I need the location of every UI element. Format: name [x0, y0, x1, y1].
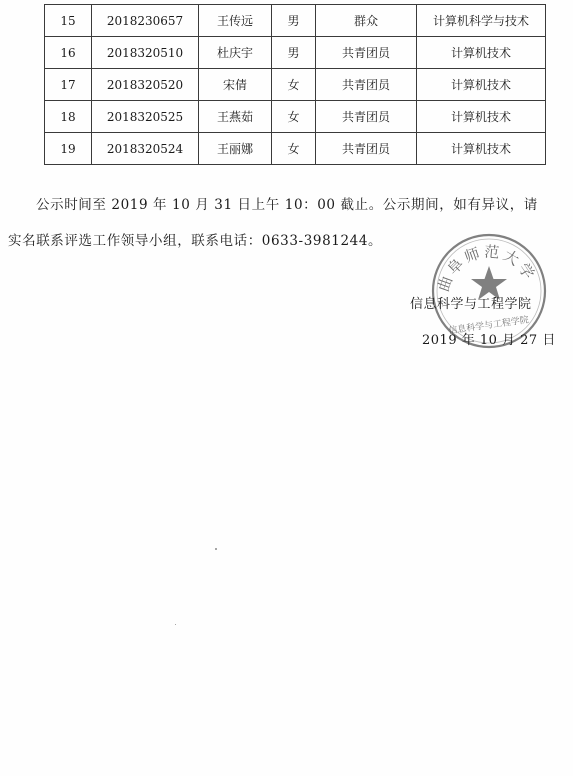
scan-speck: [215, 548, 217, 550]
table-row: [45, 69, 546, 101]
student-id-cell: 2018230657: [92, 5, 199, 37]
student-name-cell: 王燕茹: [199, 101, 272, 133]
student-id-cell: 2018320524: [92, 133, 199, 165]
table-row: [45, 101, 546, 133]
signature-date: 2019 年 10 月 27 日: [422, 333, 556, 348]
student-id-cell: 2018320525: [92, 101, 199, 133]
seal-arc-text: 曲阜师范大学: [435, 243, 539, 294]
student-name-cell: 宋倩: [199, 69, 272, 101]
political-status-cell: 共青团员: [316, 37, 417, 69]
notice-line-1: 公示时间至 2019 年 10 月 31 日上午 10：00 截止。公示期间，如有异议，请: [36, 197, 538, 213]
political-status-cell: 共青团员: [316, 133, 417, 165]
row-number-cell: 16: [45, 37, 92, 69]
award-table: [44, 4, 546, 165]
row-number-cell: 17: [45, 69, 92, 101]
award-table-body: [45, 5, 546, 165]
student-major-cell: 计算机技术: [417, 37, 546, 69]
notice-line-2: 实名联系评选工作领导小组，联系电话：0633-3981244。: [8, 233, 383, 249]
student-gender-cell: 男: [272, 5, 316, 37]
student-major-cell: 计算机技术: [417, 133, 546, 165]
row-number-cell: 19: [45, 133, 92, 165]
student-name-cell: 王丽娜: [199, 133, 272, 165]
student-major-cell: 计算机技术: [417, 69, 546, 101]
signature-org: 信息科学与工程学院: [410, 297, 532, 312]
row-number-cell: 15: [45, 5, 92, 37]
table-row: [45, 37, 546, 69]
table-row: [45, 133, 546, 165]
student-gender-cell: 女: [272, 69, 316, 101]
student-major-cell: 计算机技术: [417, 101, 546, 133]
student-gender-cell: 女: [272, 101, 316, 133]
student-name-cell: 王传远: [199, 5, 272, 37]
student-major-cell: 计算机科学与技术: [417, 5, 546, 37]
scan-speck: [175, 624, 176, 625]
political-status-cell: 共青团员: [316, 69, 417, 101]
student-name-cell: 杜庆宇: [199, 37, 272, 69]
student-gender-cell: 男: [272, 37, 316, 69]
student-gender-cell: 女: [272, 133, 316, 165]
political-status-cell: 群众: [316, 5, 417, 37]
row-number-cell: 18: [45, 101, 92, 133]
seal-inner-text: 信息科学与工程学院: [447, 314, 530, 336]
table-row: [45, 5, 546, 37]
student-id-cell: 2018320510: [92, 37, 199, 69]
political-status-cell: 共青团员: [316, 101, 417, 133]
student-id-cell: 2018320520: [92, 69, 199, 101]
